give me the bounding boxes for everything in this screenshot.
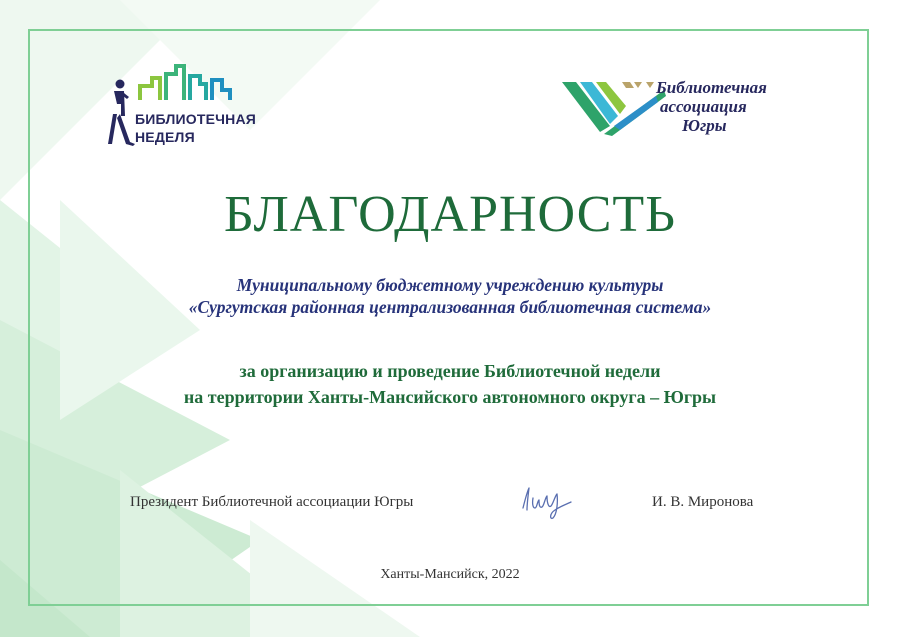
signature-image <box>515 478 595 524</box>
signatory-name: И. В. Миронова <box>652 494 754 510</box>
logo-right-line2: ассоциация <box>660 97 747 116</box>
reason-line-1: за организацию и проведение Библиотечной недели <box>239 361 661 381</box>
place-and-date: Ханты-Мансийск, 2022 <box>380 567 520 582</box>
recipient-line-1: Муниципальному бюджетному учреждению культуры <box>236 275 664 295</box>
library-week-logo <box>100 64 270 154</box>
chevron-logo-icon <box>560 74 670 144</box>
certificate-title: БЛАГОДАРНОСТЬ <box>223 186 677 243</box>
logo-right-line1: Библиотечная <box>656 78 767 97</box>
signatory-position: Президент Библиотечной ассоциации Югры <box>130 494 414 510</box>
library-association-logo <box>560 74 820 144</box>
library-association-logo-text <box>656 78 767 135</box>
logo-left-line1: БИБЛИОТЕЧНАЯ <box>135 111 257 127</box>
logo-right-line3: Югры <box>682 116 727 135</box>
reason-line-2: на территории Ханты-Мансийского автономного округа – Югры <box>183 387 717 407</box>
logo-left-line2: НЕДЕЛЯ <box>135 129 195 145</box>
reason-block <box>0 358 900 410</box>
recipient-block <box>0 274 900 318</box>
library-week-logo-text <box>135 110 256 146</box>
recipient-line-2: «Сургутская районная централизованная библиотечная система» <box>188 297 712 317</box>
